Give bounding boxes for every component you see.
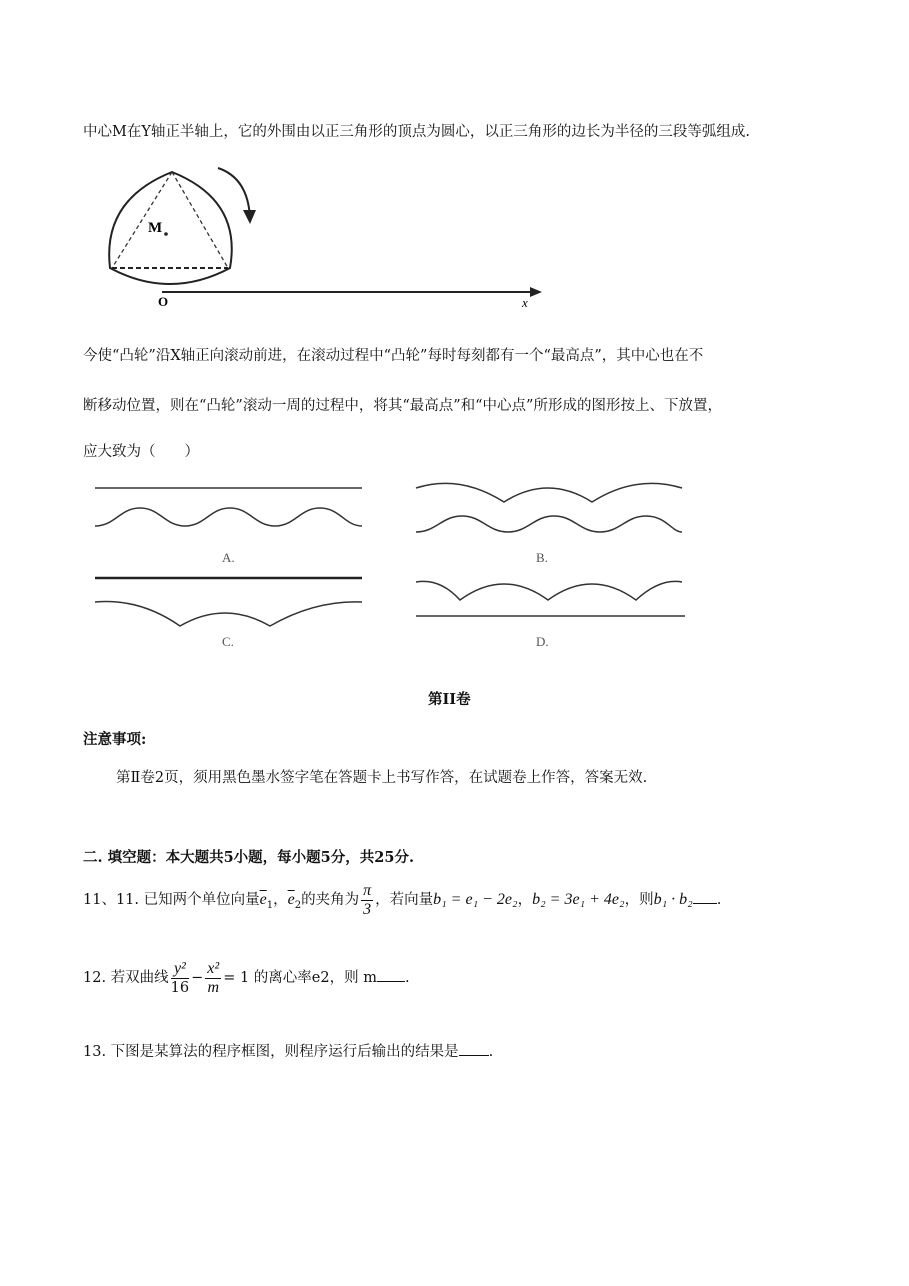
q13-answer-blank[interactable] [459,1041,489,1056]
axis-label: x [522,295,528,310]
x-axis-arrow-icon [530,287,542,297]
option-a-wave [95,508,362,526]
q12-x2: x² [207,959,220,977]
question-13 [83,1040,493,1061]
option-d-arcs [416,581,682,600]
q12-sixteen: 16 [170,979,190,996]
q12-frac-x [205,960,221,997]
section-title: 第II卷 [428,691,471,708]
arrow-head-icon [243,210,256,224]
q11-pi: π [363,881,372,899]
q11-e2: $\overline{e}$ [287,891,295,908]
q11-b2-expr: b₂ = 3e₁ + 4e₂ [532,891,625,908]
q11-dot-expr: b₁ · b₂ [653,891,693,908]
q12-answer-blank[interactable] [377,967,405,982]
q11-mid3: ，则 [624,892,654,908]
part2-heading: 二. 填空题：本大题共5小题，每小题5分，共25分. [83,849,414,866]
option-b-top-arcs [416,483,682,502]
para-line-1: 今使“凸轮”沿X轴正向滚动前进，在滚动过程中“凸轮”每时每刻都有一个“最高点”，其中心也在不 [83,348,704,364]
option-c-label: C. [222,634,234,649]
q11-prefix: 11、11. 已知两个单位向量 [83,892,260,908]
center-dot [164,232,168,236]
q12-end: . [404,970,410,986]
option-d-label: D. [536,634,549,649]
triangle-side-left [112,172,172,268]
q12-minus: − [191,970,204,986]
q11-e1: $\overline{e}$ [259,891,267,908]
cam-figure [100,160,560,310]
para-line-3: 应大致为（ ） [83,444,199,460]
question-11 [83,880,721,926]
q11-sub1: 1 [266,899,274,911]
center-label: M [148,220,163,236]
q12-m: m [207,978,220,996]
option-c-arcs [95,602,362,627]
option-b-label: B. [536,550,548,565]
para-line-2: 断移动位置，则在“凸轮”滚动一周的过程中，将其“最高点”和“中心点”所形成的图形按上、下放置， [83,398,722,414]
q11-sep1: ， [273,892,288,908]
option-b-wave [416,516,682,532]
q12-eq: = 1 [223,970,250,986]
origin-label: O [158,294,169,309]
q13-end: . [488,1044,494,1060]
q11-three: 3 [363,900,372,918]
q11-comma: ， [517,892,533,908]
q11-mid: 的夹角为 [301,892,360,908]
question-12 [83,958,410,998]
q11-b1-expr: b₁ = e₁ − 2e₂ [433,891,518,908]
q11-fraction [361,882,373,919]
option-a-label: A. [222,550,235,565]
q11-answer-blank[interactable] [693,889,717,904]
q11-sub2: 2 [294,899,302,911]
q11-end: . [716,892,722,908]
notice-text: 第Ⅱ卷2页，须用黑色墨水签字笔在答题卡上书写作答，在试题卷上作答，答案无效. [116,770,648,786]
q12-prefix: 12. 若双曲线 [83,970,169,986]
q12-frac-y [171,960,189,997]
q12-y2: y² [171,960,189,979]
q13-text: 13. 下图是某算法的程序框图，则程序运行后输出的结果是 [83,1044,459,1060]
notice-title: 注意事项: [83,731,147,748]
q12-mid: 的离心率e2，则 m [253,970,377,986]
options-figure [90,478,700,658]
q11-mid2: ，若向量 [375,892,434,908]
intro-line: 中心M在Y轴正半轴上，它的外围由以正三角形的顶点为圆心，以正三角形的边长为半径的三段等弧组成. [83,124,751,140]
